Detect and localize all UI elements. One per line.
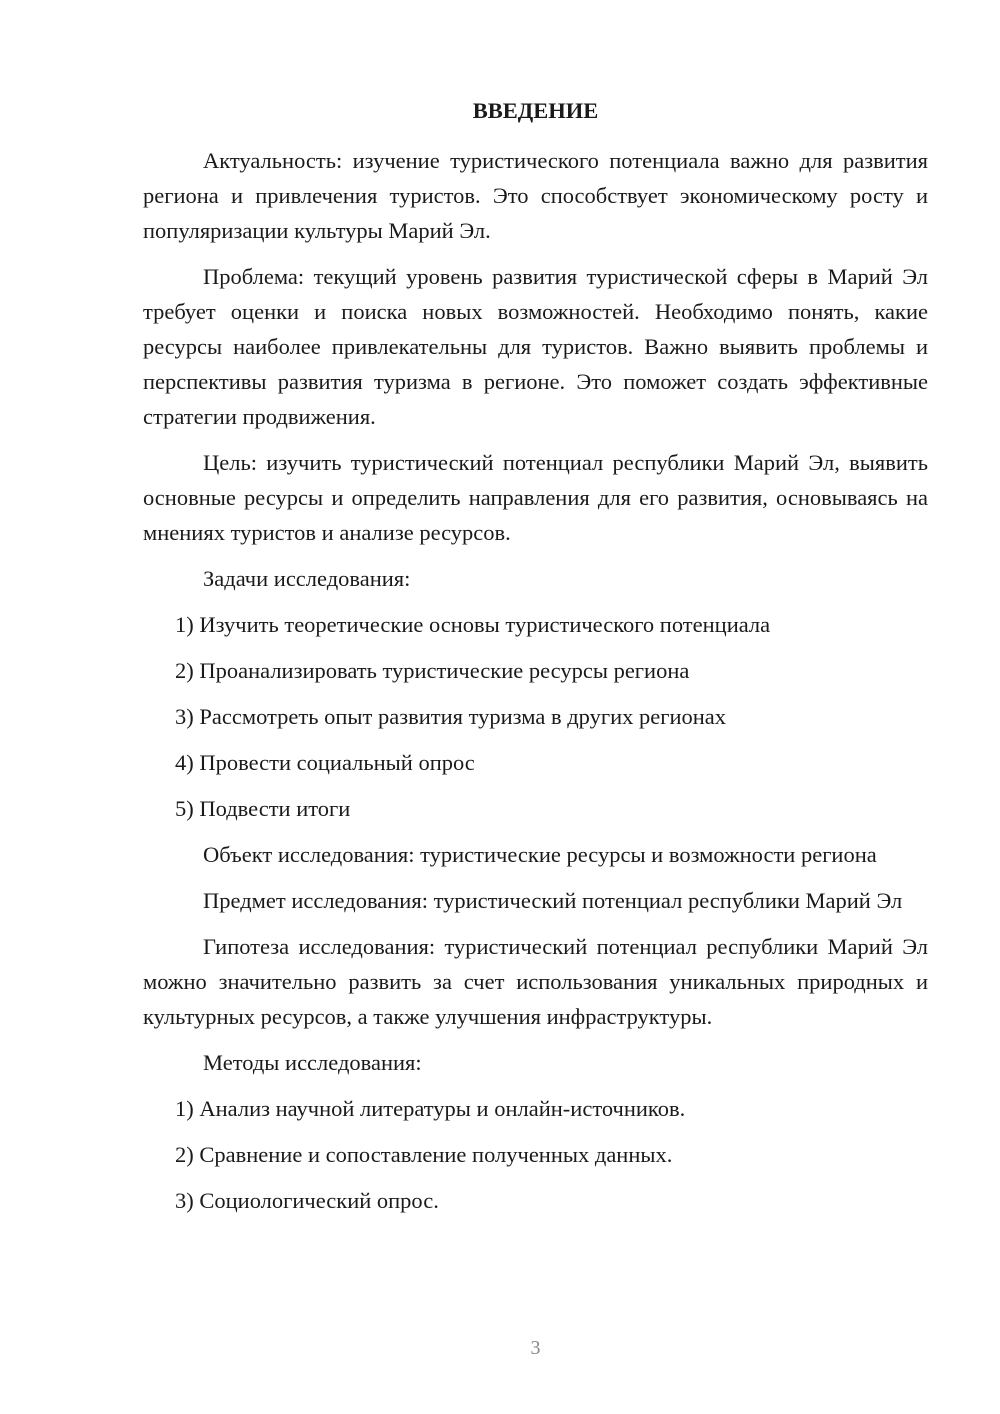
task-item: 1) Изучить теоретические основы туристического потенциала [175, 612, 771, 637]
goal-paragraph: Цель: изучить туристический потенциал республики Марий Эл, выявить основные ресурсы и определить направления для его развития, основываясь на мнениях туристов и анализе ресурсов. [143, 450, 928, 545]
methods-heading: Методы исследования: [203, 1050, 422, 1075]
method-item: 1) Анализ научной литературы и онлайн-источников. [175, 1096, 686, 1121]
task-item: 3) Рассмотреть опыт развития туризма в других регионах [175, 704, 727, 729]
document-page [143, 0, 928, 1414]
page-number: 3 [530, 1337, 541, 1359]
method-item: 3) Социологический опрос. [175, 1188, 439, 1213]
problem-paragraph: Проблема: текущий уровень развития туристической сферы в Марий Эл требует оценки и поиска новых возможностей. Необходимо понять, какие ресурсы наиболее привлекательны для туристов. Важно выявить проблемы и перспективы развития туризма в регионе. Это поможет создать эффективные стратегии продвижения. [143, 264, 928, 429]
task-item: 2) Проанализировать туристические ресурсы региона [175, 658, 690, 683]
method-item: 2) Сравнение и сопоставление полученных данных. [175, 1142, 673, 1167]
task-item: 5) Подвести итоги [175, 796, 351, 821]
task-item: 4) Провести социальный опрос [175, 750, 475, 775]
document-body [143, 143, 928, 1229]
subject-paragraph: Предмет исследования: туристический потенциал республики Марий Эл [203, 888, 903, 913]
hypothesis-paragraph: Гипотеза исследования: туристический потенциал республики Марий Эл можно значительно развить за счет использования уникальных природных и культурных ресурсов, а также улучшения инфраструктуры. [143, 934, 928, 1029]
tasks-heading: Задачи исследования: [203, 566, 411, 591]
object-paragraph: Объект исследования: туристические ресурсы и возможности региона [203, 842, 877, 867]
page-title: ВВЕДЕНИЕ [472, 98, 599, 123]
relevance-paragraph: Актуальность: изучение туристического потенциала важно для развития региона и привлечения туристов. Это способствует экономическому росту и популяризации культуры Марий Эл. [143, 148, 928, 243]
